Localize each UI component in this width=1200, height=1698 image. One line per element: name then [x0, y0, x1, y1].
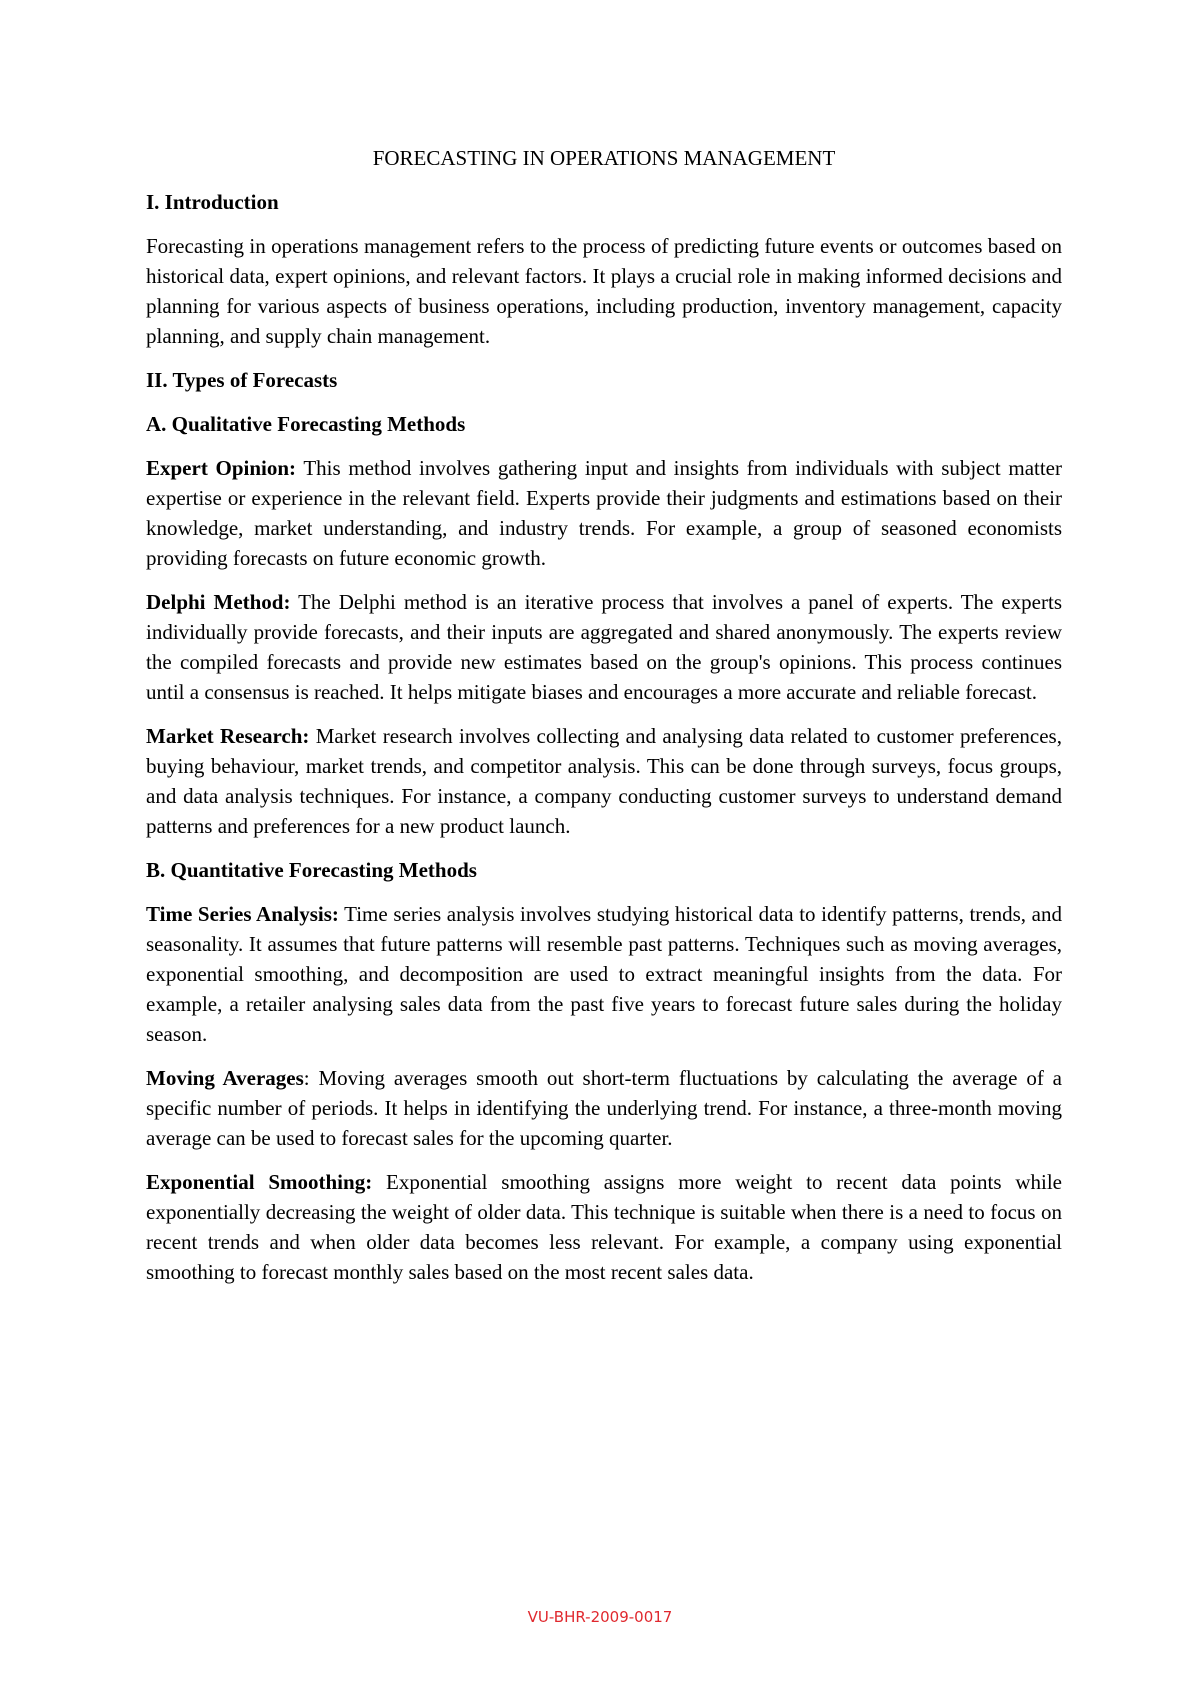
term-exponential-smoothing: Exponential Smoothing: — [146, 1170, 373, 1194]
term-market-research: Market Research: — [146, 724, 310, 748]
heading-qualitative-methods: A. Qualitative Forecasting Methods — [146, 412, 466, 436]
document-title: FORECASTING IN OPERATIONS MANAGEMENT — [372, 146, 836, 170]
heading-quantitative-methods: B. Quantitative Forecasting Methods — [146, 858, 477, 882]
paragraph-expert-opinion — [146, 453, 1062, 573]
term-delphi-method: Delphi Method: — [146, 590, 291, 614]
term-time-series-analysis: Time Series Analysis: — [146, 902, 339, 926]
text-expert-opinion: This method involves gathering input and insights from individuals with subject matter expertise or experience in the relevant field. Experts provide their judgments and estimations based on their knowledge, market understanding, and industry trends. For example, a group of seasoned economists providing forecasts on future economic growth. — [146, 456, 1062, 570]
term-moving-averages: Moving Averages — [146, 1066, 304, 1090]
introduction-paragraph: Forecasting in operations management refers to the process of predicting future events or outcomes based on historical data, expert opinions, and relevant factors. It plays a crucial role in making informed decisions and planning for various aspects of business operations, including production, inventory management, capacity planning, and supply chain management. — [146, 234, 1062, 348]
text-delphi-method: The Delphi method is an iterative process that involves a panel of experts. The experts individually provide forecasts, and their inputs are aggregated and shared anonymously. The experts review the compiled forecasts and provide new estimates based on the group's opinions. This process continues until a consensus is reached. It helps mitigate biases and encourages a more accurate and reliable forecast. — [146, 590, 1062, 704]
heading-introduction: I. Introduction — [146, 190, 279, 214]
text-exponential-smoothing: Exponential smoothing assigns more weight to recent data points while exponentially decreasing the weight of older data. This technique is suitable when there is a need to focus on recent trends and when older data becomes less relevant. For example, a company using exponential smoothing to forecast monthly sales based on the most recent sales data. — [146, 1170, 1062, 1284]
text-market-research: Market research involves collecting and analysing data related to customer preferences, buying behaviour, market trends, and competitor analysis. This can be done through surveys, focus groups, and data analysis techniques. For instance, a company conducting customer surveys to understand demand patterns and preferences for a new product launch. — [146, 724, 1062, 838]
footer-document-id: VU-BHR-2009-0017 — [527, 1608, 673, 1626]
paragraph-delphi-method — [146, 587, 1062, 707]
paragraph-market-research — [146, 721, 1062, 841]
paragraph-time-series-analysis — [146, 899, 1062, 1049]
paragraph-exponential-smoothing — [146, 1167, 1062, 1287]
paragraph-moving-averages — [146, 1063, 1062, 1153]
term-expert-opinion: Expert Opinion: — [146, 456, 297, 480]
text-time-series-analysis: Time series analysis involves studying historical data to identify patterns, trends, and seasonality. It assumes that future patterns will resemble past patterns. Techniques such as moving averages, exponential smoothing, and decomposition are used to extract meaningful insights from the data. For example, a retailer analysing sales data from the past five years to forecast future sales during the holiday season. — [146, 902, 1062, 1046]
text-moving-averages: : Moving averages smooth out short-term fluctuations by calculating the average of a specific number of periods. It helps in identifying the underlying trend. For instance, a three-month moving average can be used to forecast sales for the upcoming quarter. — [146, 1066, 1062, 1150]
heading-types-of-forecasts: II. Types of Forecasts — [146, 368, 338, 392]
document-body — [146, 143, 1062, 1301]
